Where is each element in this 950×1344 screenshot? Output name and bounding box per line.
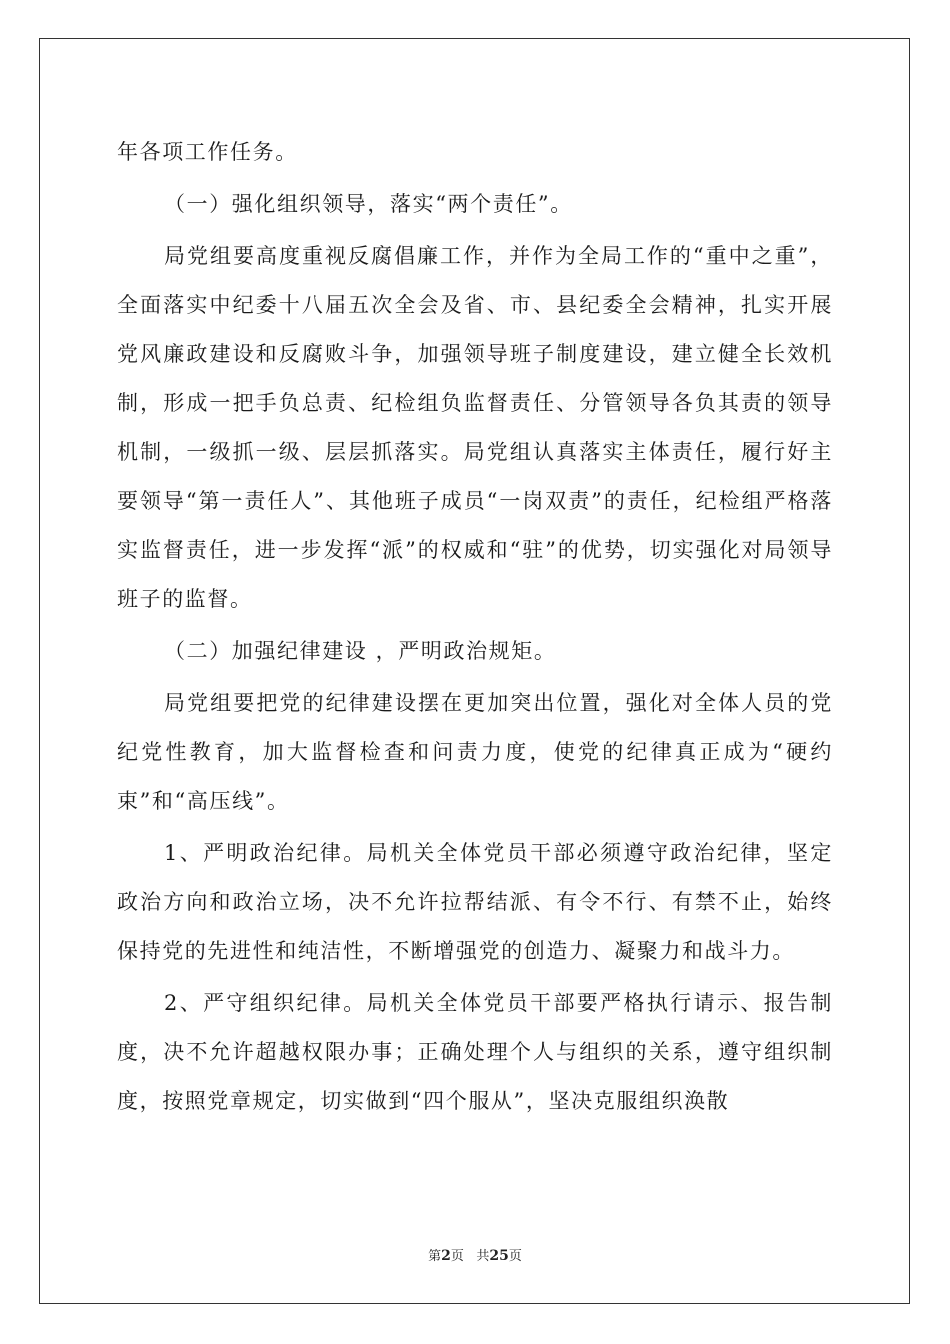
total-page-number: 25 — [489, 1248, 509, 1264]
footer-page-suffix: 页 — [450, 1249, 464, 1264]
paragraph-5: 2、严守组织纪律。局机关全体党员干部要严格执行请示、报告制度，决不允许超越权限办事；正确处理个人与组织的关系，遵守组织制度，按照党章规定，切实做到“四个服从”，坚决克服组织涣散 — [117, 991, 833, 1113]
document-body — [117, 128, 833, 1126]
section-heading-1: （一）强化组织领导，落实“两个责任”。 — [164, 192, 573, 216]
footer-total-suffix: 页 — [508, 1249, 522, 1264]
footer-prefix: 第 — [428, 1249, 442, 1264]
paragraph-4: 1、严明政治纪律。局机关全体党员干部必须遵守政治纪律，坚定政治方向和政治立场，决不允许拉帮结派、有令不行、有禁不止，始终保持党的先进性和纯洁性，不断增强党的创造力、凝聚力和战斗力。 — [117, 841, 833, 963]
paragraph-2: 局党组要高度重视反腐倡廉工作，并作为全局工作的“重中之重”，全面落实中纪委十八届五次全会及省、市、县纪委全会精神，扎实开展党风廉政建设和反腐败斗争，加强领导班子制度建设，建立健全长效机制，形成一把手负总责、纪检组负监督责任、分管领导各负其责的领导机制，一级抓一级、层层抓落实。局党组认真落实主体责任，履行好主要领导“第一责任人”、其他班子成员“一岗双责”的责任，纪检组严格落实监督责任，进一步发挥“派”的权威和“驻”的优势，切实强化对局领导班子的监督。 — [117, 244, 833, 611]
paragraph-1: 年各项工作任务。 — [117, 140, 298, 164]
footer-total-prefix: 共 — [476, 1249, 490, 1264]
section-heading-2: （二）加强纪律建设 ，严明政治规矩。 — [164, 639, 557, 663]
page-footer — [0, 1245, 950, 1264]
current-page-number: 2 — [441, 1248, 451, 1264]
paragraph-3: 局党组要把党的纪律建设摆在更加突出位置，强化对全体人员的党纪党性教育，加大监督检查和问责力度，使党的纪律真正成为“硬约束”和“高压线”。 — [117, 691, 833, 813]
